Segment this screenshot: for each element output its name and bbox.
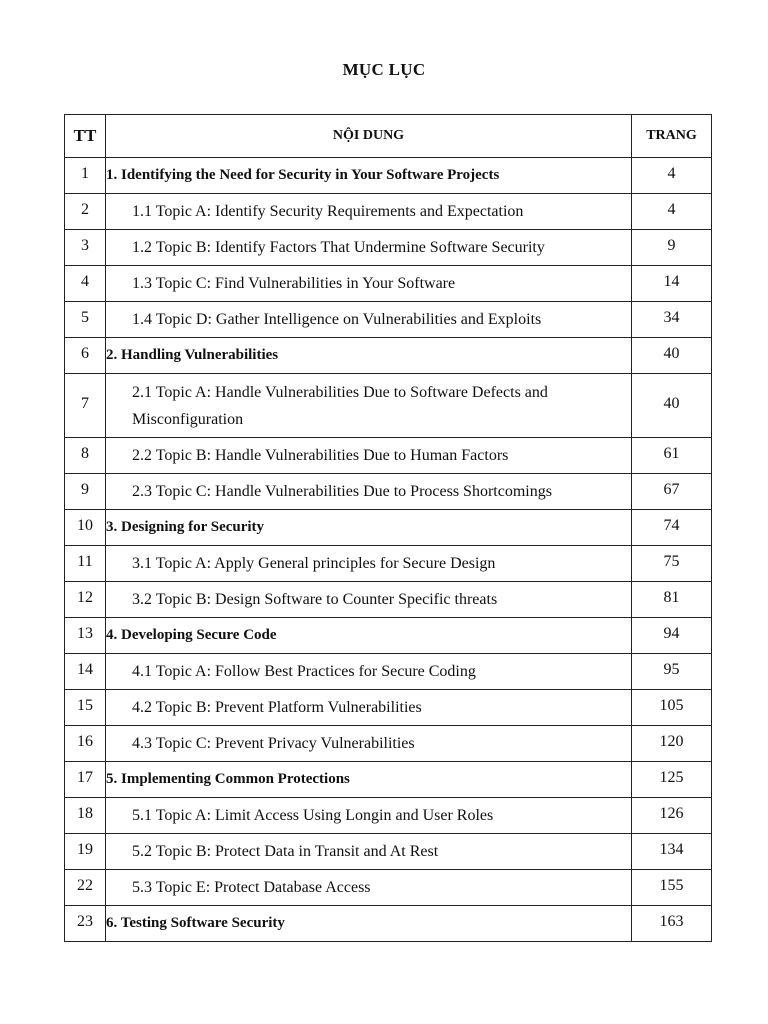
row-number-text: 15 xyxy=(77,697,93,714)
page-number xyxy=(632,374,712,438)
page-number xyxy=(632,726,712,762)
row-number-text: 14 xyxy=(77,661,93,678)
row-number xyxy=(65,438,106,474)
row-number-text: 3 xyxy=(81,237,89,254)
page-number xyxy=(632,474,712,510)
row-number xyxy=(65,834,106,870)
page-number xyxy=(632,618,712,654)
page-number xyxy=(632,194,712,230)
row-number-text: 13 xyxy=(77,625,93,642)
section-title: 2. Handling Vulnerabilities xyxy=(106,338,632,374)
row-number xyxy=(65,870,106,906)
section-title: 6. Testing Software Security xyxy=(106,906,632,942)
page-number xyxy=(632,510,712,546)
row-number-text: 12 xyxy=(77,589,93,606)
table-row xyxy=(65,582,712,618)
row-number xyxy=(65,726,106,762)
table-row xyxy=(65,230,712,266)
page-number xyxy=(632,158,712,194)
row-number xyxy=(65,338,106,374)
row-number-text: 2 xyxy=(81,201,89,218)
row-number xyxy=(65,906,106,942)
table-row xyxy=(65,266,712,302)
page-number xyxy=(632,582,712,618)
page-number-text: 75 xyxy=(663,553,680,570)
page-number-text: 40 xyxy=(663,395,680,412)
table-row xyxy=(65,762,712,798)
topic-title: 2.2 Topic B: Handle Vulnerabilities Due to Human Factors xyxy=(106,438,632,474)
row-number xyxy=(65,546,106,582)
section-title: 3. Designing for Security xyxy=(106,510,632,546)
table-row xyxy=(65,798,712,834)
row-number-text: 11 xyxy=(77,553,93,570)
table-row xyxy=(65,726,712,762)
page-number-text: 67 xyxy=(663,481,680,498)
table-row xyxy=(65,870,712,906)
page-number-text: 105 xyxy=(659,697,684,714)
page-number-text: 34 xyxy=(663,309,680,326)
row-number xyxy=(65,474,106,510)
row-number xyxy=(65,158,106,194)
page-number xyxy=(632,870,712,906)
table-row xyxy=(65,654,712,690)
topic-title: 4.2 Topic B: Prevent Platform Vulnerabilities xyxy=(106,690,632,726)
header-content: NỘI DUNG xyxy=(106,115,632,158)
page-number xyxy=(632,438,712,474)
page-number-text: 9 xyxy=(667,237,676,254)
topic-title: 3.1 Topic A: Apply General principles for Secure Design xyxy=(106,546,632,582)
page-number xyxy=(632,338,712,374)
section-title: 5. Implementing Common Protections xyxy=(106,762,632,798)
table-row xyxy=(65,474,712,510)
row-number xyxy=(65,654,106,690)
topic-title: 1.4 Topic D: Gather Intelligence on Vulnerabilities and Exploits xyxy=(106,302,632,338)
table-row xyxy=(65,690,712,726)
table-header-row xyxy=(65,115,712,158)
row-number-text: 6 xyxy=(81,345,89,362)
row-number xyxy=(65,266,106,302)
page-number-text: 4 xyxy=(667,165,676,182)
page-number-text: 74 xyxy=(663,517,680,534)
page-number-text: 95 xyxy=(663,661,680,678)
page-number-text: 40 xyxy=(663,345,680,362)
table-of-contents xyxy=(64,114,712,942)
row-number-text: 16 xyxy=(77,733,93,750)
page-number xyxy=(632,546,712,582)
row-number xyxy=(65,582,106,618)
page-number xyxy=(632,266,712,302)
row-number-text: 19 xyxy=(77,841,93,858)
topic-title: 3.2 Topic B: Design Software to Counter Specific threats xyxy=(106,582,632,618)
page-number xyxy=(632,798,712,834)
table-row xyxy=(65,906,712,942)
page-number xyxy=(632,230,712,266)
row-number-text: 8 xyxy=(81,445,89,462)
section-title: 1. Identifying the Need for Security in Your Software Projects xyxy=(106,158,632,194)
header-tt: TT xyxy=(65,115,106,158)
topic-title: 2.1 Topic A: Handle Vulnerabilities Due to Software Defects and Misconfiguration xyxy=(106,374,632,438)
topic-title: 1.2 Topic B: Identify Factors That Undermine Software Security xyxy=(106,230,632,266)
page-number-text: 14 xyxy=(663,273,680,290)
page-number-text: 126 xyxy=(659,805,684,822)
row-number-text: 5 xyxy=(81,309,89,326)
header-page: TRANG xyxy=(632,115,712,158)
page-number-text: 4 xyxy=(667,201,676,218)
topic-title: 5.2 Topic B: Protect Data in Transit and At Rest xyxy=(106,834,632,870)
topic-title: 5.1 Topic A: Limit Access Using Longin and User Roles xyxy=(106,798,632,834)
row-number-text: 23 xyxy=(77,913,93,930)
row-number-text: 1 xyxy=(81,165,89,182)
section-title: 4. Developing Secure Code xyxy=(106,618,632,654)
page-number xyxy=(632,302,712,338)
page-number xyxy=(632,834,712,870)
row-number xyxy=(65,510,106,546)
table-row xyxy=(65,510,712,546)
table-row xyxy=(65,338,712,374)
row-number-text: 4 xyxy=(81,273,89,290)
row-number xyxy=(65,374,106,438)
page-number-text: 155 xyxy=(659,877,684,894)
row-number xyxy=(65,690,106,726)
page-number-text: 61 xyxy=(663,445,680,462)
table-row xyxy=(65,834,712,870)
row-number-text: 18 xyxy=(77,805,93,822)
table-row xyxy=(65,302,712,338)
row-number-text: 7 xyxy=(81,395,89,412)
page-number-text: 81 xyxy=(663,589,680,606)
row-number-text: 22 xyxy=(77,877,93,894)
row-number-text: 10 xyxy=(77,517,93,534)
page-number xyxy=(632,906,712,942)
row-number xyxy=(65,302,106,338)
page-number-text: 134 xyxy=(659,841,684,858)
topic-title: 1.3 Topic C: Find Vulnerabilities in Your Software xyxy=(106,266,632,302)
page-number-text: 125 xyxy=(659,769,684,786)
table-row xyxy=(65,374,712,438)
row-number-text: 17 xyxy=(77,769,93,786)
topic-title: 1.1 Topic A: Identify Security Requirements and Expectation xyxy=(106,194,632,230)
row-number xyxy=(65,798,106,834)
row-number xyxy=(65,618,106,654)
row-number xyxy=(65,230,106,266)
table-row xyxy=(65,158,712,194)
table-row xyxy=(65,546,712,582)
page-number xyxy=(632,690,712,726)
row-number xyxy=(65,762,106,798)
page-number xyxy=(632,762,712,798)
table-body xyxy=(65,158,712,942)
topic-title: 2.3 Topic C: Handle Vulnerabilities Due to Process Shortcomings xyxy=(106,474,632,510)
table-row xyxy=(65,438,712,474)
topic-title: 4.3 Topic C: Prevent Privacy Vulnerabilities xyxy=(106,726,632,762)
page-number-text: 163 xyxy=(659,913,684,930)
topic-title: 4.1 Topic A: Follow Best Practices for Secure Coding xyxy=(106,654,632,690)
table-row xyxy=(65,194,712,230)
row-number xyxy=(65,194,106,230)
topic-title: 5.3 Topic E: Protect Database Access xyxy=(106,870,632,906)
page-number xyxy=(632,654,712,690)
page-number-text: 94 xyxy=(663,625,680,642)
table-row xyxy=(65,618,712,654)
page-title: MỤC LỤC xyxy=(342,60,426,79)
page-number-text: 120 xyxy=(659,733,684,750)
row-number-text: 9 xyxy=(81,481,89,498)
